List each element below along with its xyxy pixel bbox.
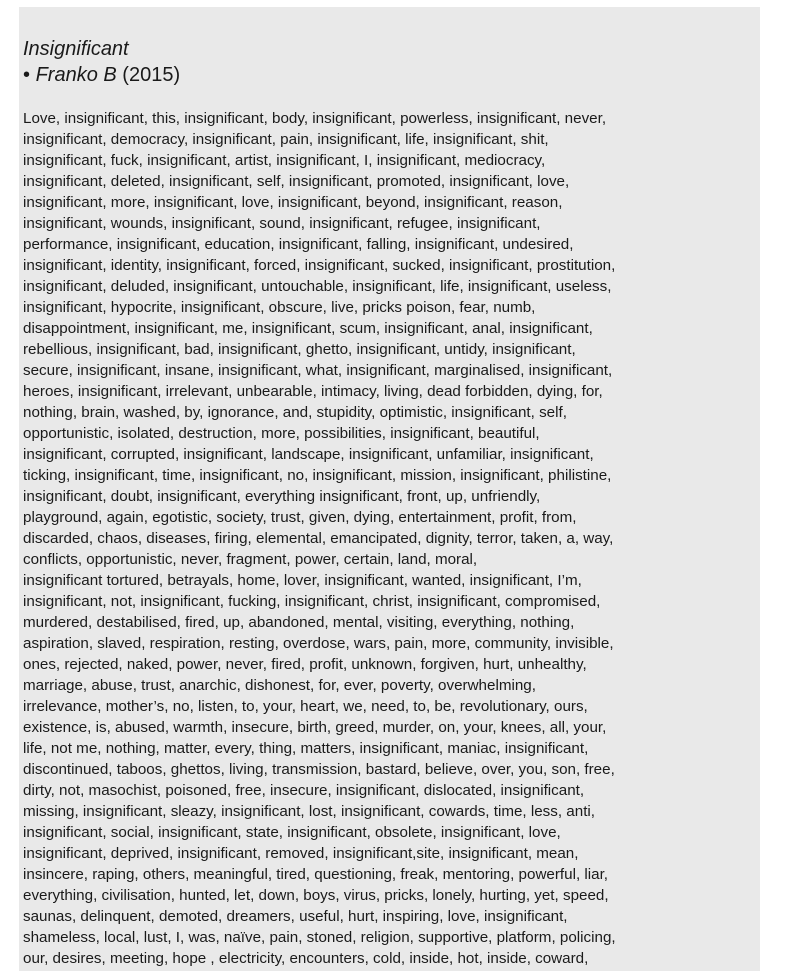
poem-line: ticking, insignificant, time, insignificant, no, insignificant, mission, insignificant, philistine, bbox=[23, 467, 612, 484]
author-name: Franko B bbox=[35, 64, 117, 86]
poem-line: insignificant, more, insignificant, love, insignificant, beyond, insignificant, reason, bbox=[23, 194, 563, 211]
poem-line: marriage, abuse, trust, anarchic, dishonest, for, ever, poverty, overwhelming, bbox=[23, 677, 536, 694]
poem-line: shameless, local, lust, I, was, naïve, pain, stoned, religion, supportive, platform, policing, bbox=[23, 929, 616, 946]
poem-line: insignificant tortured, betrayals, home, lover, insignificant, wanted, insignificant, I’m, bbox=[23, 572, 582, 589]
poem-line: insignificant, identity, insignificant, forced, insignificant, sucked, insignificant, prostitution, bbox=[23, 257, 616, 274]
poem-line: insignificant, not, insignificant, fucking, insignificant, christ, insignificant, compromised, bbox=[23, 593, 601, 610]
poem-line: missing, insignificant, sleazy, insignificant, lost, insignificant, cowards, time, less, anti, bbox=[23, 803, 596, 820]
poem-line: rebellious, insignificant, bad, insignificant, ghetto, insignificant, untidy, insignificant, bbox=[23, 341, 576, 358]
poem-line: insignificant, hypocrite, insignificant, obscure, live, pricks poison, fear, numb, bbox=[23, 299, 536, 316]
poem-line: insignificant, wounds, insignificant, sound, insignificant, refugee, insignificant, bbox=[23, 215, 541, 232]
poem-line: discarded, chaos, diseases, firing, elemental, emancipated, dignity, terror, taken, a, way, bbox=[23, 530, 614, 547]
poem-title: Insignificant bbox=[23, 38, 129, 60]
poem-line: irrelevance, mother’s, no, listen, to, your, heart, we, need, to, be, revolutionary, ours, bbox=[23, 698, 588, 715]
poem-line: life, not me, nothing, matter, every, thing, matters, insignificant, maniac, insignificant, bbox=[23, 740, 589, 757]
poem-line: opportunistic, isolated, destruction, more, possibilities, insignificant, beautiful, bbox=[23, 425, 540, 442]
poem-line: conflicts, opportunistic, never, fragment, power, certain, land, moral, bbox=[23, 551, 478, 568]
poem-line: playground, again, egotistic, society, trust, given, dying, entertainment, profit, from, bbox=[23, 509, 577, 526]
poem-line: existence, is, abused, warmth, insecure, birth, greed, murder, on, your, knees, all, your, bbox=[23, 719, 607, 736]
poem-line: insignificant, deleted, insignificant, self, insignificant, promoted, insignificant, love, bbox=[23, 173, 570, 190]
bullet: • bbox=[23, 64, 31, 86]
year: (2015) bbox=[122, 64, 181, 86]
poem-line: insignificant, deluded, insignificant, untouchable, insignificant, life, insignificant, useless, bbox=[23, 278, 612, 295]
poem-line: insignificant, doubt, insignificant, everything insignificant, front, up, unfriendly, bbox=[23, 488, 541, 505]
poem-line: insignificant, fuck, insignificant, artist, insignificant, I, insignificant, mediocracy, bbox=[23, 152, 546, 169]
poem-line: saunas, delinquent, demoted, dreamers, useful, hurt, inspiring, love, insignificant, bbox=[23, 908, 568, 925]
poem-line: insignificant, democracy, insignificant, pain, insignificant, life, insignificant, shit, bbox=[23, 131, 549, 148]
poem-line: insignificant, deprived, insignificant, removed, insignificant,site, insignificant, mean, bbox=[23, 845, 579, 862]
poem-line: heroes, insignificant, irrelevant, unbearable, intimacy, living, dead forbidden, dying, for, bbox=[23, 383, 603, 400]
poem-line: insignificant, social, insignificant, state, insignificant, obsolete, insignificant, love, bbox=[23, 824, 561, 841]
poem-line: Love, insignificant, this, insignificant, body, insignificant, powerless, insignificant, never, bbox=[23, 110, 607, 127]
poem-line: disappointment, insignificant, me, insignificant, scum, insignificant, anal, insignificant, bbox=[23, 320, 593, 337]
poem-line: aspiration, slaved, respiration, resting, overdose, wars, pain, more, community, invisible, bbox=[23, 635, 614, 652]
poem-line: ones, rejected, naked, power, never, fired, profit, unknown, forgiven, hurt, unhealthy, bbox=[23, 656, 587, 673]
poem-line: performance, insignificant, education, insignificant, falling, insignificant, undesired, bbox=[23, 236, 574, 253]
poem-line: discontinued, taboos, ghettos, living, transmission, bastard, believe, over, you, son, free, bbox=[23, 761, 615, 778]
poem-line: murdered, destabilised, fired, up, abandoned, mental, visiting, everything, nothing, bbox=[23, 614, 575, 631]
poem-line: everything, civilisation, hunted, let, down, boys, virus, pricks, lonely, hurting, yet, speed, bbox=[23, 887, 609, 904]
poem-line: nothing, brain, washed, by, ignorance, and, stupidity, optimistic, insignificant, self, bbox=[23, 404, 567, 421]
poem-line: our, desires, meeting, hope , electricity, encounters, cold, inside, hot, inside, coward, bbox=[23, 950, 589, 967]
poem-line: insignificant, corrupted, insignificant, landscape, insignificant, unfamiliar, insignificant, bbox=[23, 446, 594, 463]
poem-line: dirty, not, masochist, poisoned, free, insecure, insignificant, dislocated, insignificant, bbox=[23, 782, 585, 799]
poem-line: insincere, raping, others, meaningful, tired, questioning, freak, mentoring, powerful, liar, bbox=[23, 866, 609, 883]
byline bbox=[23, 62, 752, 88]
poem-line: secure, insignificant, insane, insignificant, what, insignificant, marginalised, insignificant, bbox=[23, 362, 613, 379]
poem-body bbox=[23, 108, 752, 969]
poem-panel bbox=[19, 7, 760, 971]
